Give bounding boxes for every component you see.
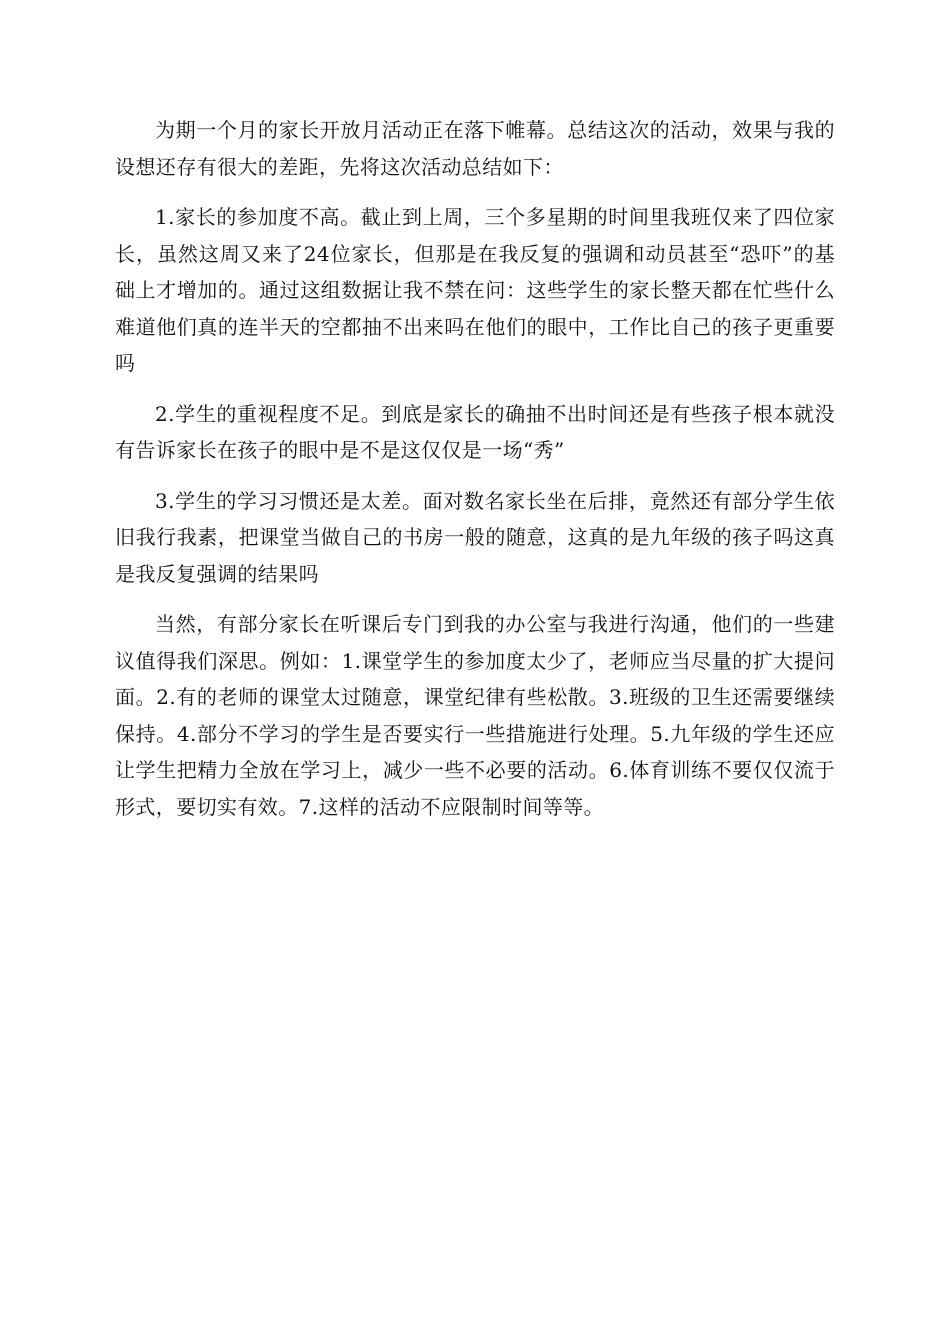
- paragraph-intro: 为期一个月的家长开放月活动正在落下帷幕。总结这次的活动，效果与我的设想还存有很大的差距，先将这次活动总结如下：: [115, 118, 835, 179]
- paragraph-point-3: 3.学生的学习习惯还是太差。面对数名家长坐在后排，竟然还有部分学生依旧我行我素，把课堂当做自己的书房一般的随意，这真的是九年级的孩子吗这真是我反复强调的结果吗: [115, 488, 835, 586]
- paragraph-suggestions: 当然，有部分家长在听课后专门到我的办公室与我进行沟通，他们的一些建议值得我们深思。例如：1.课堂学生的参加度太少了，老师应当尽量的扩大提问面。2.有的老师的课堂太过随意，课堂纪律有些松散。3.班级的卫生还需要继续保持。4.部分不学习的学生是否要实行一些措施进行处理。5.九年级的学生还应让学生把精力全放在学习上，减少一些不必要的活动。6.体育训练不要仅仅流于形式，要切实有效。7.这样的活动不应限制时间等等。: [115, 612, 835, 819]
- document-body: [115, 112, 835, 839]
- paragraph-point-1: 1.家长的参加度不高。截止到上周，三个多星期的时间里我班仅来了四位家长，虽然这周又来了24位家长，但那是在我反复的强调和动员甚至“恐吓”的基础上才增加的。通过这组数据让我不禁在问：这些学生的家长整天都在忙些什么难道他们真的连半天的空都抽不出来吗在他们的眼中，工作比自己的孩子更重要吗: [115, 205, 835, 375]
- paragraph-point-2: 2.学生的重视程度不足。到底是家长的确抽不出时间还是有些孩子根本就没有告诉家长在孩子的眼中是不是这仅仅是一场“秀”: [115, 401, 835, 462]
